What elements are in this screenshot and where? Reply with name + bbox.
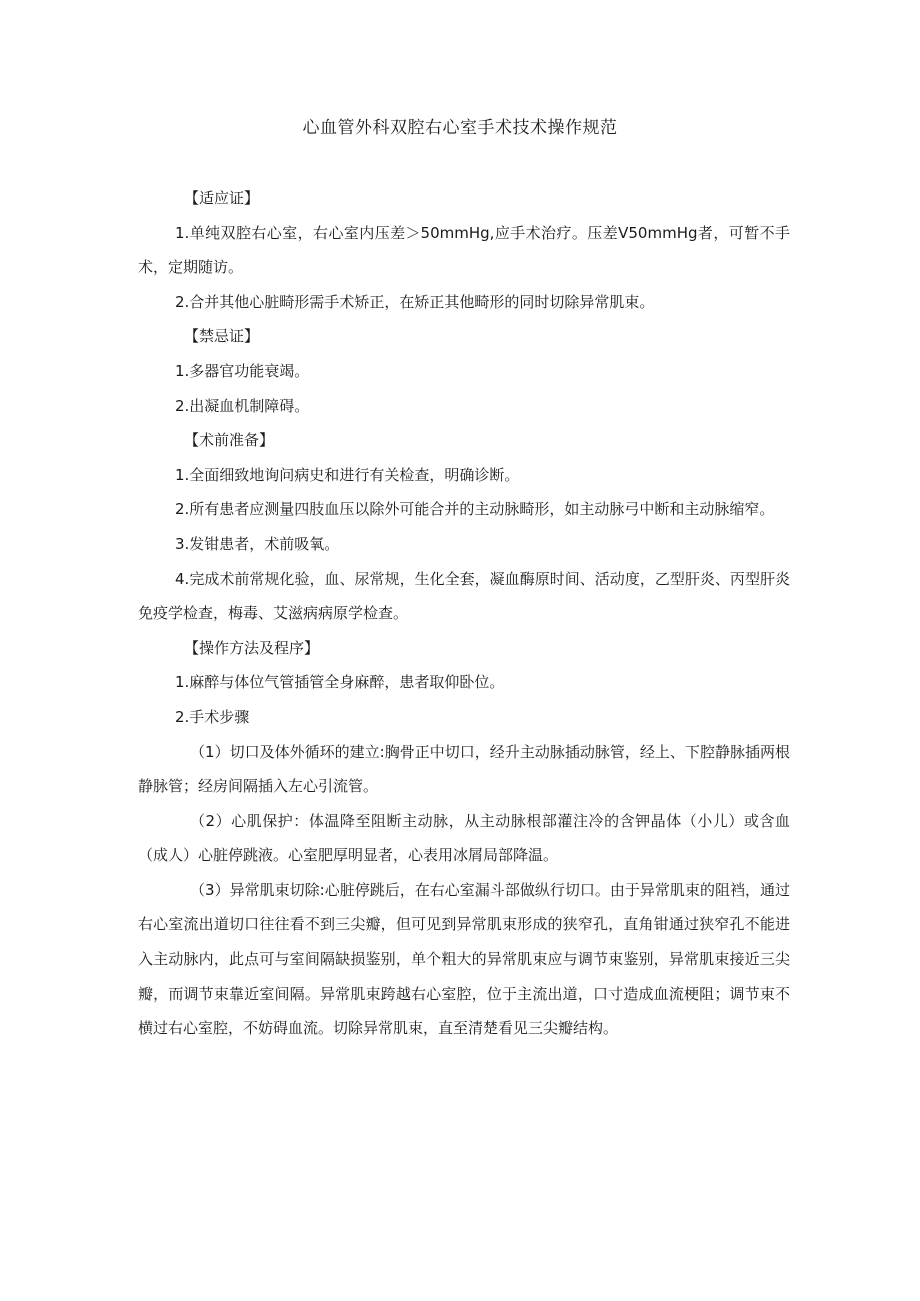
sub-paragraph: （2）心肌保护：体温降至阻断主动脉，从主动脉根部灌注冷的含钾晶体（小儿）或含血（成人）心脏停跳液。心室肥厚明显者，心表用冰屑局部降温。 — [138, 811, 790, 865]
paragraph: 3.发钳患者，术前吸氧。 — [175, 534, 340, 553]
section-heading-contraindications: 【禁忌证】 — [184, 327, 260, 346]
section-heading-indications: 【适应证】 — [184, 189, 260, 207]
paragraph: 1.单纯双腔右心室，右心室内压差＞50mmHg,应手术治疗。压差V50mmHg者，可暂不手术，定期随访。 — [138, 223, 790, 277]
document-body — [138, 181, 790, 1046]
section-heading-procedure: 【操作方法及程序】 — [184, 638, 320, 657]
paragraph: 1.多器官功能衰竭。 — [175, 361, 310, 380]
paragraph: 2.出凝血机制障碍。 — [175, 396, 310, 415]
sub-paragraph: （3）异常肌束切除:心脏停跳后，在右心室漏斗部做纵行切口。由于异常肌束的阻裆，通过右心室流出道切口往往看不到三尖瓣，但可见到异常肌束形成的狭窄孔，直角钳通过狭窄孔不能进入主动脉内，此点可与室间隔缺损鉴别，单个粗大的异常肌束应与调节束鉴别，异常肌束接近三尖瓣，而调节束靠近室间隔。异常肌束跨越右心室腔，位于主流出道，口寸造成血流梗阻；调节束不横过右心室腔，不妨碍血流。切除异常肌束，直至清楚看见三尖瓣结构。 — [138, 880, 790, 1038]
paragraph: 1.全面细致地询问病史和进行有关检查，明确诊断。 — [175, 465, 520, 484]
paragraph: 2.所有患者应测量四肢血压以除外可能合并的主动脉畸形，如主动脉弓中断和主动脉缩窄。 — [175, 500, 775, 519]
document-title: 心血管外科双腔右心室手术技术操作规范 — [302, 118, 618, 138]
paragraph: 4.完成术前常规化验，血、尿常规，生化全套，凝血酶原时间、活动度，乙型肝炎、丙型肝炎免疫学检查，梅毒、艾滋病病原学检查。 — [138, 569, 790, 623]
paragraph: 1.麻醉与体位气管插管全身麻醉，患者取仰卧位。 — [175, 673, 505, 692]
section-heading-preop-preparation: 【术前准备】 — [184, 431, 275, 450]
paragraph: 2.合并其他心脏畸形需手术矫正，在矫正其他畸形的同时切除异常肌束。 — [175, 292, 655, 311]
paragraph: 2.手术步骤 — [175, 707, 250, 726]
sub-paragraph: （1）切口及体外循环的建立:胸骨正中切口，经升主动脉插动脉管，经上、下腔静脉插两根静脉管；经房间隔插入左心引流管。 — [138, 742, 790, 796]
